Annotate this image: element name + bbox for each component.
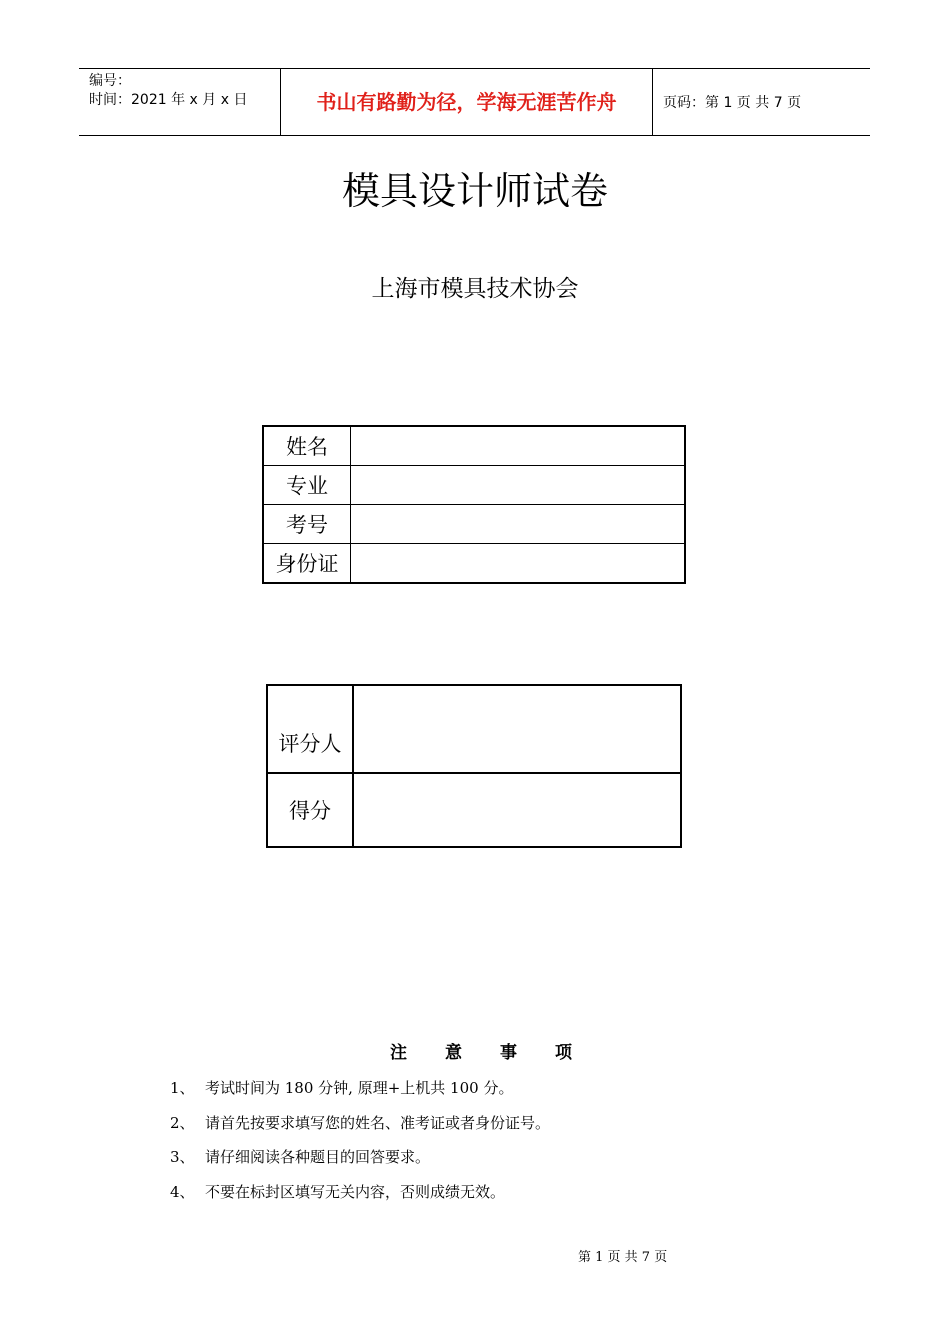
note-text: 请首先按要求填写您的姓名、准考证或者身份证号。 [205,1113,551,1132]
score-field[interactable] [353,773,681,847]
page-header [79,68,870,136]
list-item [170,1180,550,1215]
score-table [266,684,682,848]
table-row [267,773,681,847]
grader-field[interactable] [353,685,681,773]
header-meta [79,69,281,135]
exam-number-field[interactable] [351,505,686,544]
id-card-field[interactable] [351,544,686,584]
note-number: 1、 [170,1079,195,1097]
major-field[interactable] [351,466,686,505]
header-motto: 书山有路勤为径，学海无涯苦作舟 [281,69,653,135]
list-item [170,1076,550,1111]
notes-title: 注意事项 [390,1043,610,1063]
serial-label: 编号： [89,73,131,89]
list-item [170,1111,550,1146]
note-text: 请仔细阅读各种题目的回答要求。 [205,1148,431,1166]
table-row [263,505,685,544]
candidate-info-table [262,425,686,584]
score-label: 得分 [267,773,353,847]
note-text: 考试时间为 180 分钟, 原理+上机共 100 分。 [205,1079,514,1097]
major-label: 专业 [263,466,351,505]
note-number: 4、 [170,1182,195,1201]
time-label: 时间：2021 年 x 月 x 日 [89,92,248,108]
list-item [170,1145,550,1180]
table-row [267,685,681,773]
exam-number-label: 考号 [263,505,351,544]
notes-list [170,1076,550,1214]
name-field[interactable] [351,426,686,466]
table-row [263,466,685,505]
note-text: 不要在标封区填写无关内容，否则成绩无效。 [205,1182,506,1201]
note-number: 2、 [170,1113,195,1132]
document-subtitle: 上海市模具技术协会 [371,276,579,302]
page-footer: 第 1 页 共 7 页 [578,1250,668,1265]
document-title: 模具设计师试卷 [341,169,608,213]
grader-label: 评分人 [267,685,353,773]
table-row [263,426,685,466]
id-card-label: 身份证 [263,544,351,584]
header-page-info: 页码：第 1 页 共 7 页 [663,95,802,111]
name-label: 姓名 [263,426,351,466]
table-row [263,544,685,584]
note-number: 3、 [170,1148,195,1166]
